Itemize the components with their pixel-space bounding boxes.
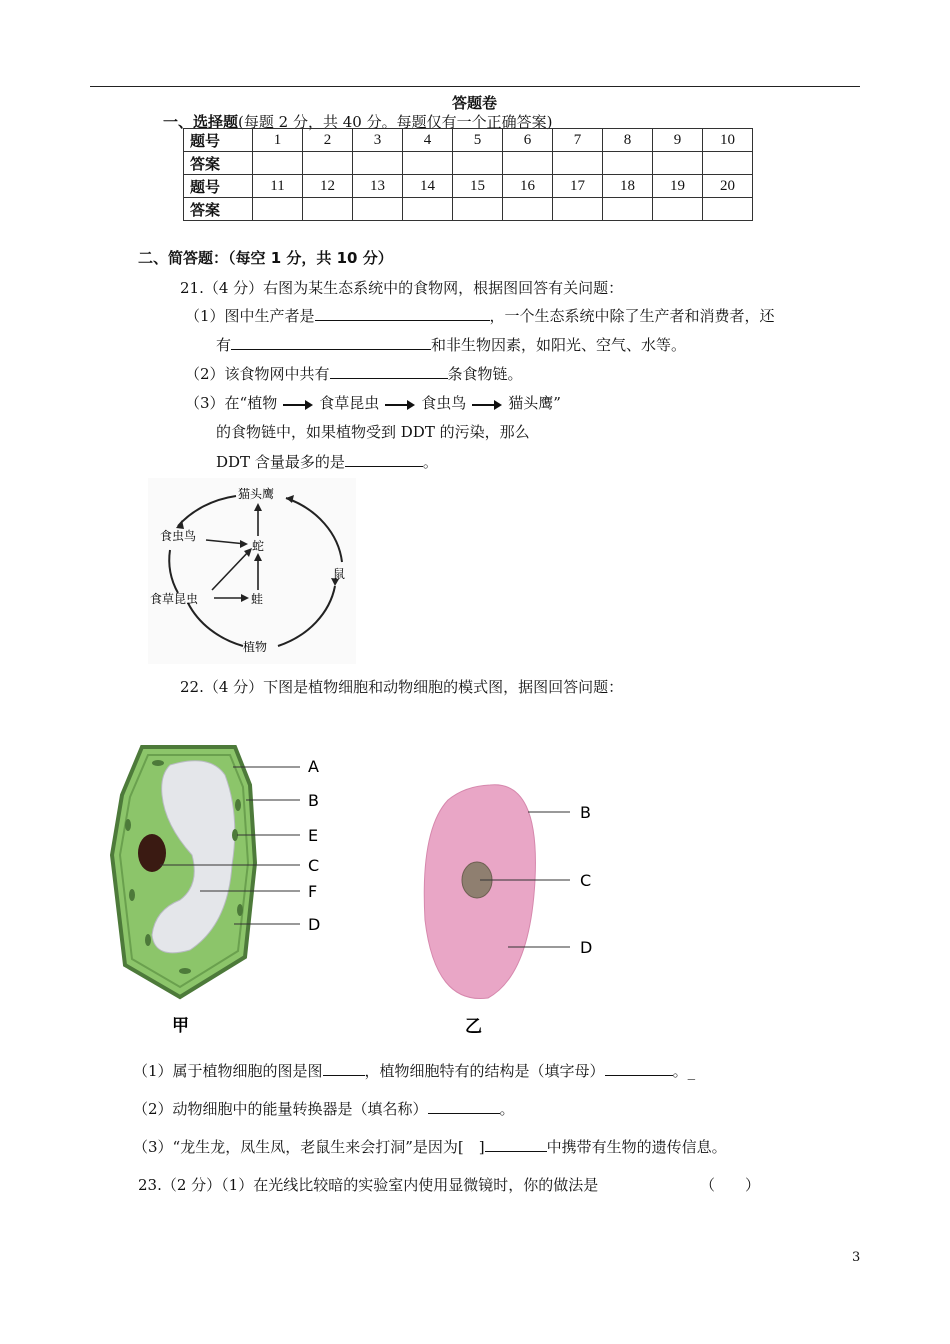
answer-blank[interactable] [315,306,490,321]
answer-cell[interactable] [453,152,503,175]
answer-cell[interactable] [403,198,453,221]
answer-cell[interactable] [253,152,303,175]
q22-sub2 [133,1098,515,1119]
row-header-number: 题号 [184,129,253,152]
q22-sub3 [133,1136,727,1157]
answer-cell[interactable] [503,152,553,175]
header-rule [90,86,860,87]
question-number: 17 [553,175,603,198]
answer-cell[interactable] [653,152,703,175]
q21-part3-text-f: DDT 含量最多的是 [216,453,345,471]
node-plant: 植物 [243,640,268,654]
answer-cell[interactable] [553,152,603,175]
q22-sub3-text-b: 中携带有生物的遗传信息。 [546,1138,727,1156]
chloroplast [129,889,135,901]
question-number: 4 [403,129,453,152]
q21-part3-text-g: 。 [422,453,438,471]
question-number: 2 [303,129,353,152]
q21-chain-owl: 猫头鹰” [508,394,561,412]
q21-part1 [185,305,775,326]
question-number: 8 [603,129,653,152]
answer-cell[interactable] [653,198,703,221]
chloroplast [152,760,164,766]
row-header-answer: 答案 [184,198,253,221]
answer-cell[interactable] [503,198,553,221]
q22-stem: 22.（4 分）下图是植物细胞和动物细胞的模式图，据图回答问题： [180,678,624,696]
answer-blank[interactable] [323,1061,365,1076]
answer-cell[interactable] [303,198,353,221]
answer-blank[interactable] [428,1099,500,1114]
question-number: 20 [703,175,753,198]
question-number: 5 [453,129,503,152]
plant-cell-caption: 甲 [172,1016,189,1035]
q21-part1-text-a: （1）图中生产者是 [185,307,315,325]
table-row [184,198,753,221]
q22-sub1-text-b: ，植物细胞特有的结构是（填字母） [364,1062,605,1080]
node-frog: 蛙 [251,592,264,606]
node-insect: 食草昆虫 [150,592,199,606]
answer-blank[interactable] [605,1061,673,1076]
q21-part1-text-d: 和非生物因素，如阳光、空气、水等。 [431,336,687,354]
question-number: 6 [503,129,553,152]
q22-sub2-text-b: 。 [499,1100,515,1118]
question-number: 3 [353,129,403,152]
answer-blank[interactable] [330,364,448,379]
label-f: F [308,882,318,901]
q22-sub1-text-a: （1）属于植物细胞的图是图 [133,1062,323,1080]
question-number: 10 [703,129,753,152]
page-number: 3 [852,1250,861,1265]
nucleus [138,834,166,872]
question-number: 11 [253,175,303,198]
question-number: 15 [453,175,503,198]
q21-part2-text-a: （2）该食物网中共有 [185,365,330,383]
table-row [184,152,753,175]
q23-answer-paren[interactable]: （ ） [700,1176,761,1194]
row-header-answer: 答案 [184,152,253,175]
label-c: C [580,871,592,890]
answer-table [183,128,753,221]
question-number: 14 [403,175,453,198]
q21-part3-cont: 的食物链中，如果植物受到 DDT 的污染，那么 [216,423,530,441]
question-number: 16 [503,175,553,198]
q22-sub1-text-c: 。_ [672,1062,696,1080]
question-number: 19 [653,175,703,198]
q22-sub3-text-a: （3）“龙生龙，凤生凤，老鼠生来会打洞”是因为[ ] [133,1138,485,1156]
label-c: C [308,856,320,875]
arrow-icon [385,399,415,409]
node-bird: 食虫鸟 [160,529,197,543]
chloroplast [235,799,241,811]
label-d: D [580,938,593,957]
arrow-icon [472,399,502,409]
answer-blank[interactable] [345,452,423,467]
table-row [184,129,753,152]
q21-chain-insect: 食草昆虫 [319,394,380,412]
section1-note: (每题 2 分，共 40 分。每题仅有一个正确答案) [238,113,553,131]
answer-cell[interactable] [303,152,353,175]
arrow-icon [283,399,313,409]
animal-cell-diagram [410,770,610,1040]
question-number: 1 [253,129,303,152]
label-d: D [308,915,321,934]
answer-cell[interactable] [703,152,753,175]
answer-cell[interactable] [453,198,503,221]
answer-cell[interactable] [703,198,753,221]
q21-part1-cont [216,334,686,355]
question-number: 9 [653,129,703,152]
question-number: 13 [353,175,403,198]
answer-cell[interactable] [253,198,303,221]
q21-part1-text-c: 有 [216,336,232,354]
animal-cell-caption: 乙 [465,1017,482,1037]
answer-cell[interactable] [353,198,403,221]
section2-heading: 二、简答题：（每空 1 分，共 10 分） [138,249,393,267]
chloroplast [179,968,191,974]
node-owl: 猫头鹰 [238,487,275,501]
q21-part2 [185,363,523,384]
chloroplast [237,904,243,916]
question-number: 7 [553,129,603,152]
answer-cell[interactable] [403,152,453,175]
table-row [184,175,753,198]
label-e: E [308,826,319,845]
q21-part2-text-b: 条食物链。 [447,365,523,383]
question-number: 18 [603,175,653,198]
q22-sub1 [133,1060,695,1081]
q21-part3 [185,392,561,413]
q22-sub2-text-a: （2）动物细胞中的能量转换器是（填名称） [133,1100,428,1118]
row-header-number: 题号 [184,175,253,198]
answer-blank[interactable] [485,1137,547,1152]
answer-cell[interactable] [603,198,653,221]
node-snake: 蛇 [252,539,265,553]
answer-cell[interactable] [353,152,403,175]
q21-part3-end [216,451,438,472]
diagram-background [148,478,356,664]
section1-label: 一、选择题 [163,113,239,131]
plant-cell-diagram [100,735,340,1035]
q21-chain-bird: 食虫鸟 [421,394,467,412]
answer-cell[interactable] [603,152,653,175]
chloroplast [125,819,131,831]
label-b: B [580,803,591,822]
label-a: A [308,757,319,776]
node-mouse: 鼠 [333,567,346,581]
q21-part3-text-a: （3）在“植物 [185,394,278,412]
q21-part1-text-b: ，一个生态系统中除了生产者和消费者，还 [489,307,775,325]
question-number: 12 [303,175,353,198]
q23-stem: 23.（2 分）（1）在光线比较暗的实验室内使用显微镜时，你的做法是 [138,1176,599,1194]
label-b: B [308,791,319,810]
chloroplast [145,934,151,946]
answer-cell[interactable] [553,198,603,221]
page-title: 答题卷 [452,94,498,112]
q21-stem: 21.（4 分）右图为某生态系统中的食物网，根据图回答有关问题： [180,279,624,297]
answer-blank[interactable] [231,335,431,350]
food-web-diagram [148,478,356,664]
